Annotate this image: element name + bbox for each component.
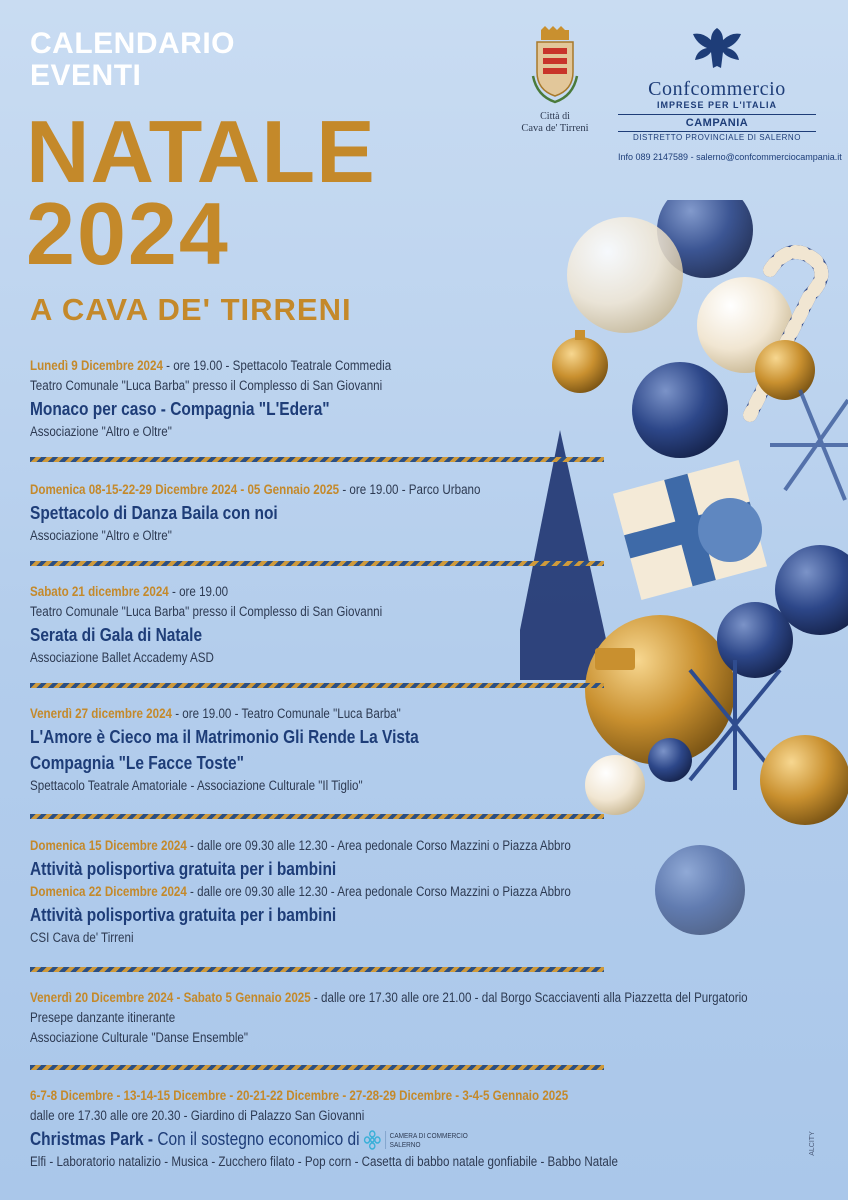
cciaa-line2: SALERNO xyxy=(389,1140,421,1150)
confc-tagline: IMPRESE PER L'ITALIA xyxy=(657,100,777,110)
event-venue: Teatro Comunale "Luca Barba" presso il Complesso di San Giovanni xyxy=(30,378,383,393)
event-date: Lunedì 9 Dicembre 2024 xyxy=(30,358,163,373)
event-date: Domenica 08-15-22-29 Dicembre 2024 - 05 Gennaio 2025 xyxy=(30,482,340,497)
cciaa-logo xyxy=(363,1129,468,1151)
event-date-line xyxy=(30,836,571,856)
event-date-line xyxy=(30,582,382,602)
event-title: Attività polisportiva gratuita per i bambini xyxy=(30,859,337,879)
event-organizer: Associazione "Altro e Oltre" xyxy=(30,528,172,543)
separator xyxy=(30,561,604,566)
confc-district: DISTRETTO PROVINCIALE DI SALERNO xyxy=(633,133,801,142)
event-date: Domenica 15 Dicembre 2024 xyxy=(30,838,187,853)
event-date-line xyxy=(30,356,391,376)
event-detail: - ore 19.00 - Spettacolo Teatrale Commedia xyxy=(162,358,392,373)
event-title: Presepe danzante itinerante xyxy=(30,1010,176,1025)
event-date-line xyxy=(30,1086,618,1106)
event-title: Serata di Gala di Natale xyxy=(30,625,203,645)
event-item xyxy=(30,1086,714,1172)
event-organizer: Elfi - Laboratorio natalizio - Musica - Zucchero filato - Pop corn - Casetta di babbo natale gonfiabile - Babbo Natale xyxy=(30,1154,618,1169)
confc-name: Confcommercio xyxy=(648,78,786,100)
event-date: Venerdì 27 dicembre 2024 xyxy=(30,706,172,721)
event-date: Venerdì 20 Dicembre 2024 - Sabato 5 Gennaio 2025 xyxy=(30,990,311,1005)
separator xyxy=(30,683,604,688)
header-line1: CALENDARIO xyxy=(30,27,235,60)
event-title xyxy=(30,1126,618,1152)
event-date-line xyxy=(30,704,419,724)
event-detail: - ore 19.00 - Teatro Comunale "Luca Barba" xyxy=(171,706,401,721)
place-subtitle: A CAVA DE' TIRRENI xyxy=(30,292,352,327)
event-detail: - dalle ore 17.30 alle ore 21.00 - dal Borgo Scacciaventi alla Piazzetta del Purgatorio xyxy=(310,990,748,1005)
event-venue: dalle ore 17.30 alle ore 20.30 - Giardino di Palazzo San Giovanni xyxy=(30,1108,365,1123)
event-detail: - ore 19.00 - Parco Urbano xyxy=(339,482,481,497)
cciaa-text xyxy=(385,1131,467,1149)
event-title: Spettacolo di Danza Baila con noi xyxy=(30,503,278,523)
confc-region: CAMPANIA xyxy=(618,114,816,132)
event-item xyxy=(30,480,554,546)
citta-line2: Cava de' Tirreni xyxy=(521,123,589,134)
christmas-ornaments-illustration xyxy=(520,200,848,1200)
event-date: 6-7-8 Dicembre - 13-14-15 Dicembre - 20-21-22 Dicembre - 27-28-29 Dicembre - 3-4-5 Gennaio 2025 xyxy=(30,1088,569,1103)
event-date-line-2 xyxy=(30,882,571,902)
event-item xyxy=(30,988,848,1048)
main-year: 2024 xyxy=(26,184,230,283)
event-organizer: Associazione "Altro e Oltre" xyxy=(30,424,172,439)
event-organizer: Associazione Ballet Accademy ASD xyxy=(30,650,214,665)
event-title: L'Amore è Cieco ma il Matrimonio Gli Rende La Vista xyxy=(30,727,419,747)
event-organizer: CSI Cava de' Tirreni xyxy=(30,930,134,945)
separator xyxy=(30,1065,604,1070)
event-item xyxy=(30,582,440,668)
event-title-2: Attività polisportiva gratuita per i bambini xyxy=(30,905,337,925)
event-detail: - ore 19.00 xyxy=(168,584,229,599)
event-title-company: Compagnia "Le Facce Toste" xyxy=(30,753,244,773)
christmas-park-title: Christmas Park - xyxy=(30,1129,154,1149)
event-item xyxy=(30,356,450,442)
event-date-line xyxy=(30,988,748,1008)
citta-label xyxy=(505,111,605,135)
cciaa-emblem-icon xyxy=(363,1129,382,1151)
main-title: NATALE xyxy=(26,102,376,201)
event-venue: Teatro Comunale "Luca Barba" presso il Complesso di San Giovanni xyxy=(30,604,383,619)
separator xyxy=(30,814,604,819)
designer-credit: ALCITY xyxy=(808,1131,816,1156)
cava-crest-icon xyxy=(527,26,583,104)
confc-info: Info 089 2147589 - salerno@confcommerciocampania.it xyxy=(618,152,842,162)
separator xyxy=(30,457,604,462)
event-title: Monaco per caso - Compagnia "L'Edera" xyxy=(30,399,330,419)
header-line2: EVENTI xyxy=(30,59,142,92)
event-detail-2: - dalle ore 09.30 alle 12.30 - Area pedonale Corso Mazzini o Piazza Abbro xyxy=(186,884,571,899)
separator xyxy=(30,967,604,972)
citta-line1: Città di xyxy=(540,111,570,122)
event-item xyxy=(30,704,482,796)
event-date-2: Domenica 22 Dicembre 2024 xyxy=(30,884,187,899)
event-date-line xyxy=(30,480,480,500)
event-organizer: Spettacolo Teatrale Amatoriale - Associazione Culturale "Il Tiglio" xyxy=(30,778,363,793)
sponsor-intro: Con il sostegno economico di xyxy=(153,1129,360,1149)
event-organizer: Associazione Culturale "Danse Ensemble" xyxy=(30,1030,248,1045)
eagle-icon xyxy=(688,22,746,74)
event-date: Sabato 21 dicembre 2024 xyxy=(30,584,169,599)
cciaa-line1: CAMERA DI COMMERCIO xyxy=(389,1131,468,1141)
event-detail: - dalle ore 09.30 alle 12.30 - Area pedonale Corso Mazzini o Piazza Abbro xyxy=(186,838,571,853)
event-item xyxy=(30,836,659,948)
confcommercio-logo xyxy=(618,22,816,144)
